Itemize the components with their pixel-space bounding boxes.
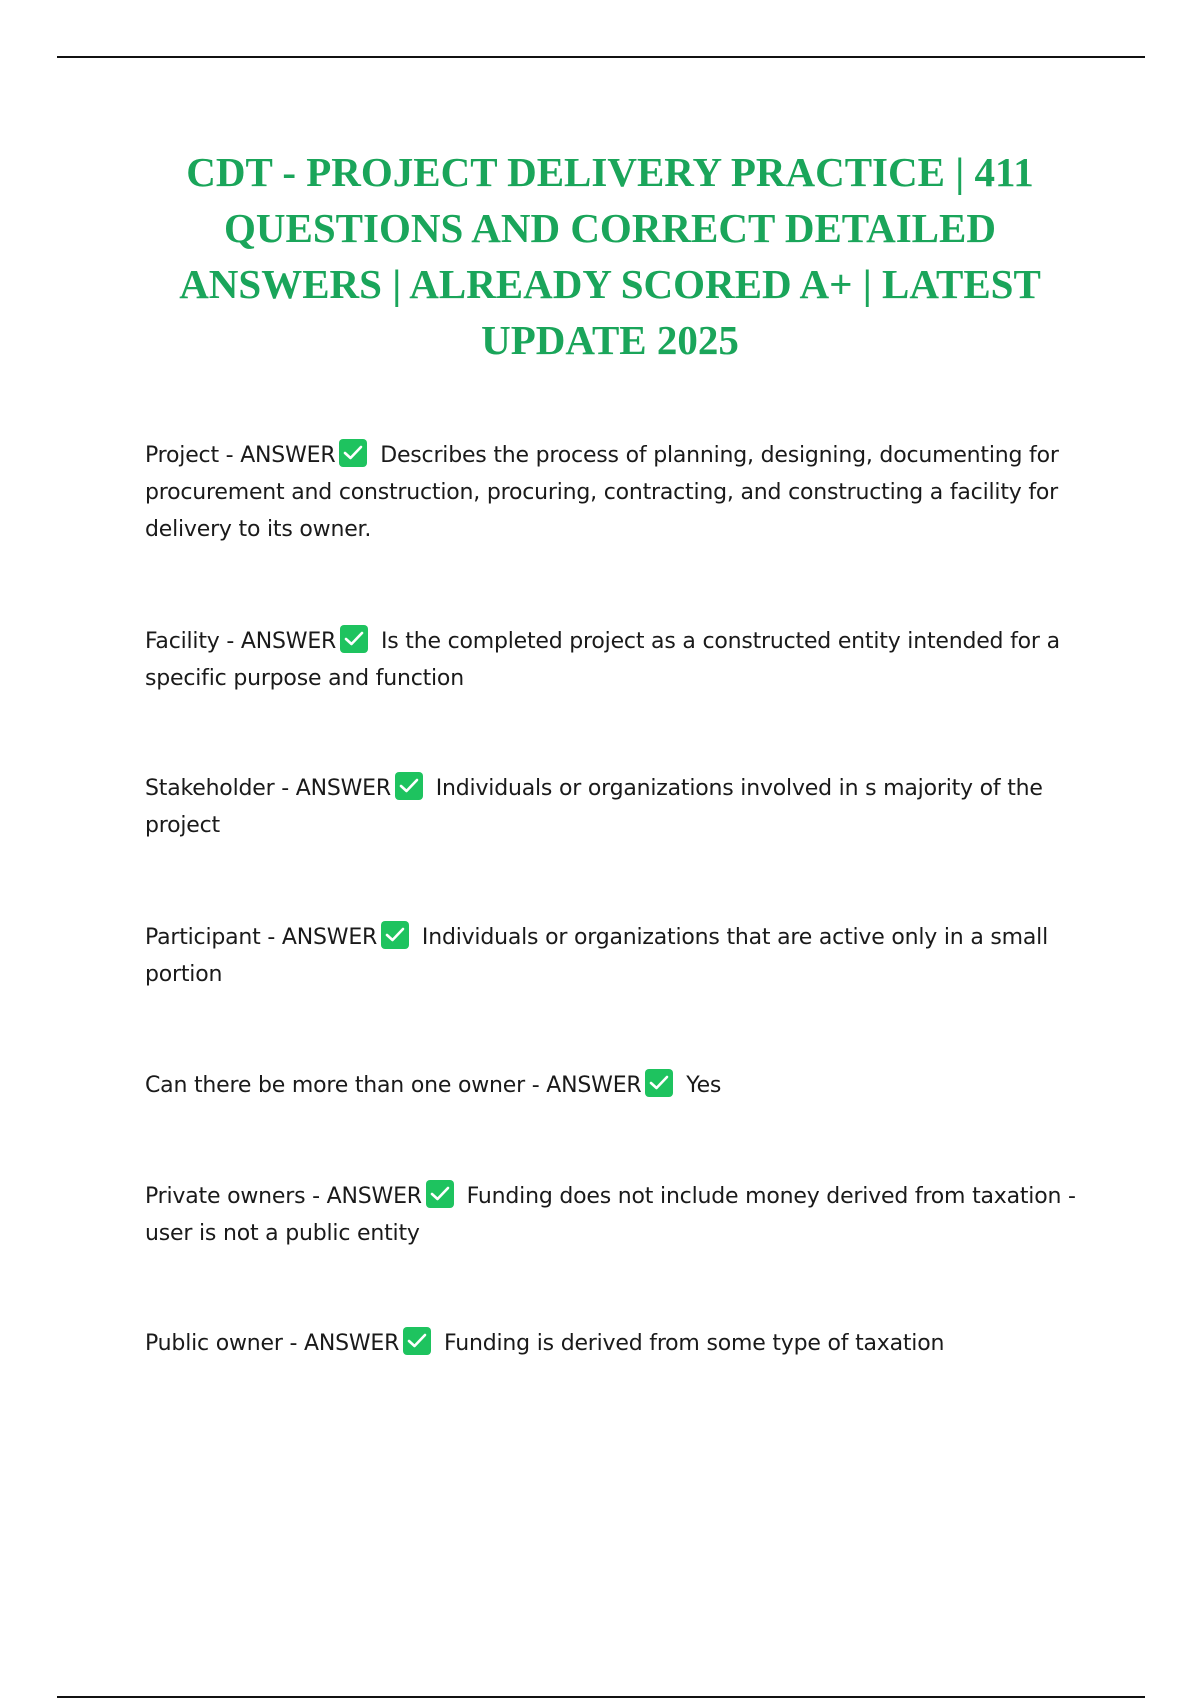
answer-text: Funding is derived from some type of taxation bbox=[444, 1331, 945, 1356]
question-text: Facility - ANSWER bbox=[145, 629, 337, 654]
question-text: Can there be more than one owner - ANSWER bbox=[145, 1073, 642, 1098]
answer-text: Individuals or organizations that are active only in a small portion bbox=[145, 925, 1049, 987]
question-text: Stakeholder - ANSWER bbox=[145, 776, 391, 801]
answer-text: Yes bbox=[686, 1073, 722, 1098]
check-box-icon bbox=[645, 1069, 673, 1097]
question-text: Project - ANSWER bbox=[145, 443, 336, 468]
bottom-rule bbox=[57, 1696, 1145, 1698]
check-box-icon bbox=[395, 772, 423, 800]
check-box-icon bbox=[403, 1327, 431, 1355]
answer-text: Describes the process of planning, designing, documenting for procurement and construction, procuring, contracting, and constructing a facility for delivery to its owner. bbox=[145, 443, 1059, 542]
answer-text: Individuals or organizations involved in s majority of the project bbox=[145, 776, 1043, 838]
qa-entry-more-than-one-owner bbox=[145, 1067, 1090, 1104]
check-box-icon bbox=[426, 1180, 454, 1208]
question-text: Private owners - ANSWER bbox=[145, 1184, 422, 1209]
document-title: CDT - PROJECT DELIVERY PRACTICE | 411 QUESTIONS AND CORRECT DETAILED ANSWERS | ALREADY SCORED A+ | LATEST UPDATE 2025 bbox=[179, 149, 1041, 363]
qa-entry-facility bbox=[145, 623, 1090, 697]
question-text: Participant - ANSWER bbox=[145, 925, 378, 950]
check-box-icon bbox=[340, 625, 368, 653]
answer-text: Is the completed project as a constructed entity intended for a specific purpose and function bbox=[145, 629, 1060, 691]
question-text: Public owner - ANSWER bbox=[145, 1331, 400, 1356]
check-box-icon bbox=[381, 921, 409, 949]
check-box-icon bbox=[339, 439, 367, 467]
answer-text: Funding does not include money derived from taxation - user is not a public entity bbox=[145, 1184, 1076, 1246]
qa-entry-participant bbox=[145, 919, 1090, 993]
qa-entry-project bbox=[145, 437, 1090, 548]
qa-entry-private-owners bbox=[145, 1178, 1090, 1252]
top-rule bbox=[57, 56, 1145, 58]
qa-entry-public-owner bbox=[145, 1325, 1090, 1362]
qa-entry-stakeholder bbox=[145, 770, 1090, 844]
